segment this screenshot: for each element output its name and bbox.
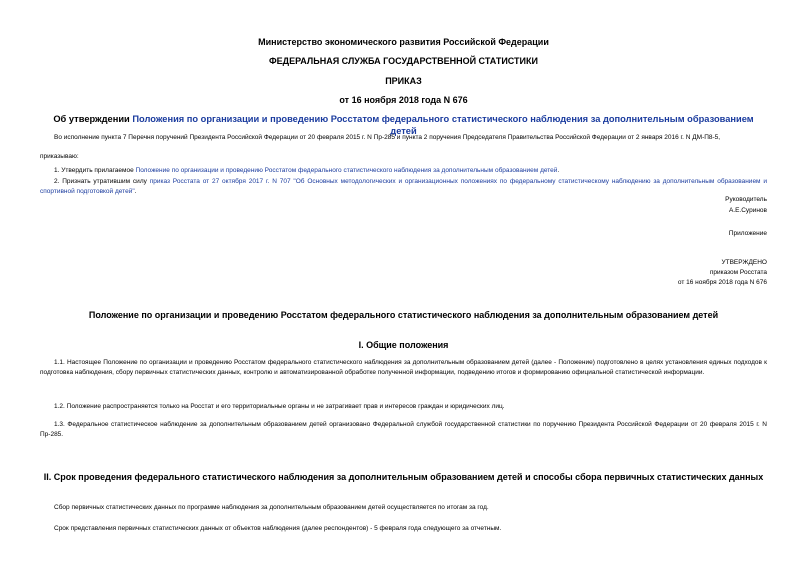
- item-1: [40, 166, 767, 176]
- signature-role: Руководитель: [725, 196, 767, 203]
- item-1-link[interactable]: Положение по организации и проведению Росстатом федерального статистического наблюдения за дополнительным образованием детей: [135, 167, 558, 174]
- item-2: [40, 177, 767, 196]
- section-2-paragraph-1: Сбор первичных статистических данных по программе наблюдения за дополнительным образованием детей осуществляется по итогам за год.: [54, 504, 489, 511]
- item-2-prefix: 2. Признать утратившим силу: [54, 178, 150, 185]
- service-heading: ФЕДЕРАЛЬНАЯ СЛУЖБА ГОСУДАРСТВЕННОЙ СТАТИСТИКИ: [269, 56, 538, 66]
- ministry-heading: Министерство экономического развития Российской Федерации: [258, 37, 549, 47]
- preamble-text: Во исполнение пункта 7 Перечня поручений Президента Российской Федерации от 20 февраля 2015 г. N Пр-285 и пункта 2 поручения Председателя Правительства Российской Федерации от 2 января 2016 г. N ДМ-П8-5,: [54, 134, 721, 141]
- doc-date-number: от 16 ноября 2018 года N 676: [339, 95, 468, 105]
- item-1-prefix: 1. Утвердить прилагаемое: [54, 167, 136, 174]
- approved-by-order: приказом Росстата: [709, 269, 767, 276]
- section-1-paragraph-2: 1.2. Положение распространяется только на Росстат и его территориальные органы и не затрагивает прав и интересов граждан и юридических лиц.: [54, 403, 505, 410]
- section-2-heading: II. Срок проведения федерального статистического наблюдения за дополнительным образованием детей и способы сбора первичных статистических данных: [43, 472, 764, 482]
- doc-type-heading: ПРИКАЗ: [385, 76, 422, 86]
- preamble-order: приказываю:: [40, 153, 79, 160]
- item-1-suffix: .: [557, 167, 560, 174]
- signature-name: А.Е.Суринов: [728, 207, 767, 214]
- approved-date: от 16 ноября 2018 года N 676: [677, 279, 767, 286]
- section-1-heading: I. Общие положения: [358, 340, 449, 350]
- item-2-suffix: .: [134, 187, 137, 195]
- appendix-label: Приложение: [728, 230, 767, 237]
- doc-title-prefix: Об утверждении: [53, 114, 133, 124]
- item-2-link[interactable]: приказ Росстата от 27 октября 2017 г. N 707 "Об Основных методологических и организационных положениях по федеральному статистическому наблюдению за дополнительным образованием и спортивной подготовкой детей": [40, 178, 767, 195]
- regulation-title: Положение по организации и проведению Росстатом федерального статистического наблюдения за дополнительным образованием детей: [88, 310, 719, 320]
- approved-label: УТВЕРЖДЕНО: [721, 259, 767, 266]
- section-2-paragraph-2: Срок представления первичных статистических данных от объектов наблюдения (далее респондентов) - 5 февраля года следующего за отчетным.: [54, 525, 502, 532]
- section-1-paragraph-1: 1.1. Настоящее Положение по организации и проведению Росстатом федерального статистического наблюдения за дополнительным образованием детей (далее - Положение) подготовлено в целях установления единых подходов к подготовка наблюдения, сбору первичных статистических данных, контролю и автоматизированной обработке полученной информации, подведению итогов и формированию официальной статистической информации.: [40, 359, 767, 376]
- doc-title-link[interactable]: Положения по организации и проведению Росстатом федерального статистического наблюдения за дополнительным образованием детей: [132, 114, 754, 136]
- section-1-paragraph-3: 1.3. Федеральное статистическое наблюдение за дополнительным образованием детей организовано Федеральной службой государственной статистики по поручению Президента Российской Федерации от 20 февраля 2015 г. N Пр-285.: [40, 421, 767, 438]
